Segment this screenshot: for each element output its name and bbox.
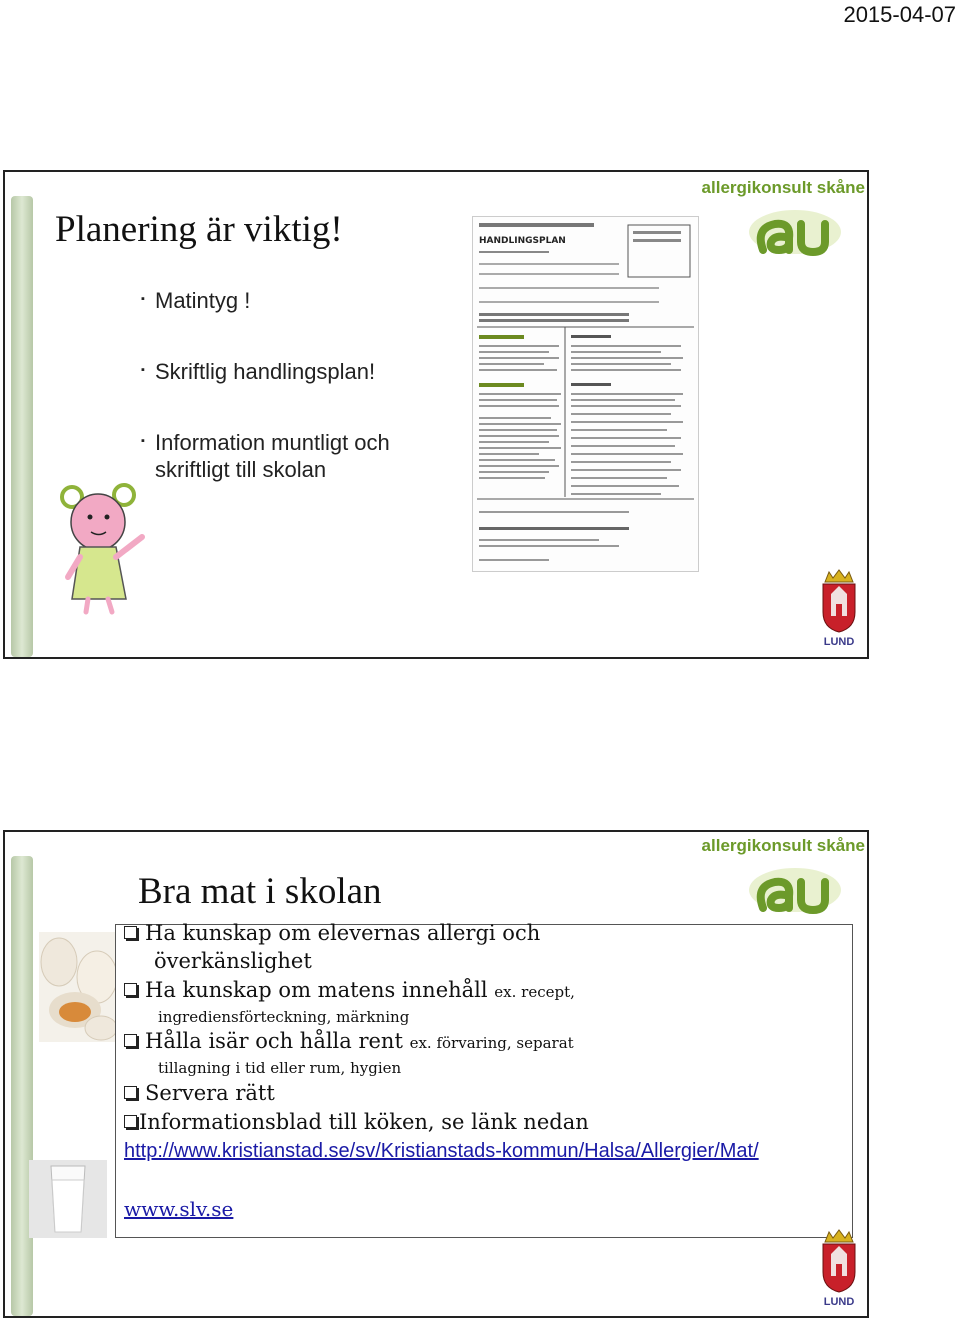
- au-logo-icon: [745, 198, 845, 256]
- cartoon-girl-illustration: [60, 477, 155, 617]
- allergikonsult-logo: allergikonsult skåne: [705, 178, 865, 258]
- list-item-sub: tillagning i tid eller rum, hygien: [158, 1059, 402, 1077]
- bullet-item: ▪ Skriftlig handlingsplan!: [155, 358, 425, 385]
- list-item: Servera rätt: [124, 1081, 275, 1105]
- list-item: Hålla isär och hålla rent ex. förvaring, separat: [124, 1029, 574, 1053]
- page-date: 2015-04-07: [843, 2, 956, 27]
- content-box: [115, 921, 853, 1238]
- handlingsplan-document-thumbnail: [472, 216, 699, 572]
- bullet-item: ▪ Matintyg !: [155, 287, 425, 314]
- lund-crest-icon: [819, 568, 859, 634]
- checkbox-icon: [124, 1034, 137, 1047]
- checkbox-icon: [124, 926, 137, 939]
- list-item: Ha kunskap om elevernas allergi och: [124, 921, 540, 945]
- checkbox-icon: [124, 983, 137, 996]
- slv-link[interactable]: www.slv.se: [124, 1197, 234, 1221]
- list-item: Informationsblad till köken, se länk nedan: [124, 1110, 589, 1134]
- list-item-sub: ingrediensförteckning, märkning: [158, 1008, 410, 1026]
- allergikonsult-logo: allergikonsult skåne: [705, 836, 865, 916]
- lund-crest-icon: [819, 1228, 859, 1294]
- list-item-continuation: överkänslighet: [154, 949, 312, 973]
- slide-title: Planering är viktig!: [55, 209, 343, 250]
- bullet-list: [155, 287, 425, 527]
- slide-bra-mat: [3, 830, 869, 1318]
- slide-title: Bra mat i skolan: [138, 871, 382, 912]
- slide-planering: [3, 170, 869, 659]
- eggs-photo: [39, 932, 119, 1042]
- list-item: Ha kunskap om matens innehåll ex. recept,: [124, 978, 575, 1002]
- au-logo-icon: [745, 856, 845, 914]
- checkbox-icon: [124, 1086, 137, 1099]
- checkbox-icon: [124, 1115, 137, 1128]
- svg-text:HANDLINGSPLAN: HANDLINGSPLAN: [479, 236, 566, 246]
- milk-glass-photo: [29, 1160, 107, 1238]
- slide-left-bar: [11, 196, 33, 657]
- lund-crest: LUND: [819, 1228, 859, 1308]
- bullet-item: ▪ Information muntligt och skriftligt till skolan: [155, 429, 425, 483]
- slide-left-bar: [11, 856, 33, 1316]
- lund-crest: LUND: [819, 568, 859, 648]
- kristianstad-link[interactable]: http://www.kristianstad.se/sv/Kristianstads-kommun/Halsa/Allergier/Mat/: [124, 1140, 759, 1162]
